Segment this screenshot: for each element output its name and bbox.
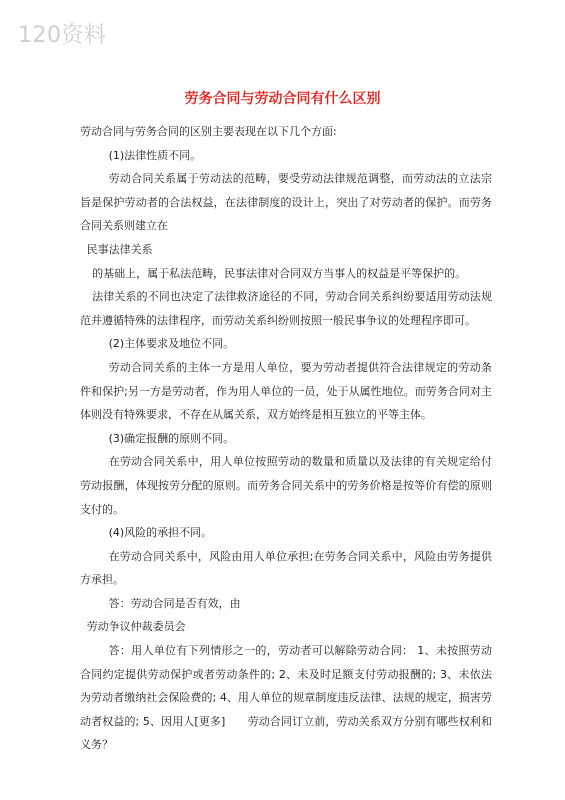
body-paragraph: 法律关系的不同也决定了法律救济途径的不同，劳动合同关系纠纷要适用劳动法规范并遵循特殊的法律程序，而劳动关系纠纷则按照一般民事争议的处理程序即可。 — [80, 290, 492, 327]
body-paragraph: (1)法律性质不同。 — [108, 148, 202, 162]
body-paragraph: (2)主体要求及地位不同。 — [108, 337, 235, 351]
body-paragraph: (4)风险的承担不同。 — [108, 526, 213, 540]
watermark-text: 120资料 — [18, 23, 107, 48]
body-paragraph: 答：劳动合同是否有效，由 — [108, 596, 241, 610]
body-paragraph: 劳动争议仲裁委员会 — [86, 620, 186, 634]
body-paragraph: 劳动合同关系的主体一方是用人单位，要为劳动者提供符合法律规定的劳动条件和保护;另一方是劳动者，作为用人单位的一员，处于从属性地位。而劳务合同对主体则没有特殊要求，不存在从属关系，双方始终是相互独立的平等主体。 — [80, 360, 492, 422]
body-paragraph: 劳动合同与劳务合同的区别主要表现在以下几个方面: — [80, 125, 337, 138]
body-paragraph: (3)确定报酬的原则不同。 — [108, 431, 235, 445]
body-paragraph: 答：用人单位有下列情形之一的，劳动者可以解除劳动合同： 1、未按照劳动合同约定提供劳动保护或者劳动条件的; 2、未及时足额支付劳动报酬的; 3、未依法为劳动者缴纳社会保险费的; 4、用人单位的规章制度违反法律、法规的规定，损害劳动者权益的; 5、因用人[更多] 劳动合同订立前，劳动关系双方分别有哪些权利和义务？ — [80, 644, 492, 752]
body-paragraph: 的基础上，属于私法范畴，民事法律对合同双方当事人的权益是平等保护的。 — [92, 266, 467, 280]
document-body — [80, 120, 492, 757]
body-paragraph: 劳动合同关系属于劳动法的范畴，要受劳动法律规范调整，而劳动法的立法宗旨是保护劳动者的合法权益，在法律制度的设计上，突出了对劳动者的保护。而劳务合同关系则建立在 — [80, 172, 492, 233]
body-paragraph: 民事法律关系 — [86, 242, 153, 256]
body-paragraph: 在劳动合同关系中，用人单位按照劳动的数量和质量以及法律的有关规定给付劳动报酬，体现按劳分配的原则。而劳务合同关系中的劳务价格是按等价有偿的原则支付的。 — [80, 455, 492, 516]
document-title: 劳务合同与劳动合同有什么区别 — [184, 91, 381, 107]
body-paragraph: 在劳动合同关系中，风险由用人单位承担;在劳务合同关系中，风险由劳务提供方承担。 — [80, 549, 492, 587]
